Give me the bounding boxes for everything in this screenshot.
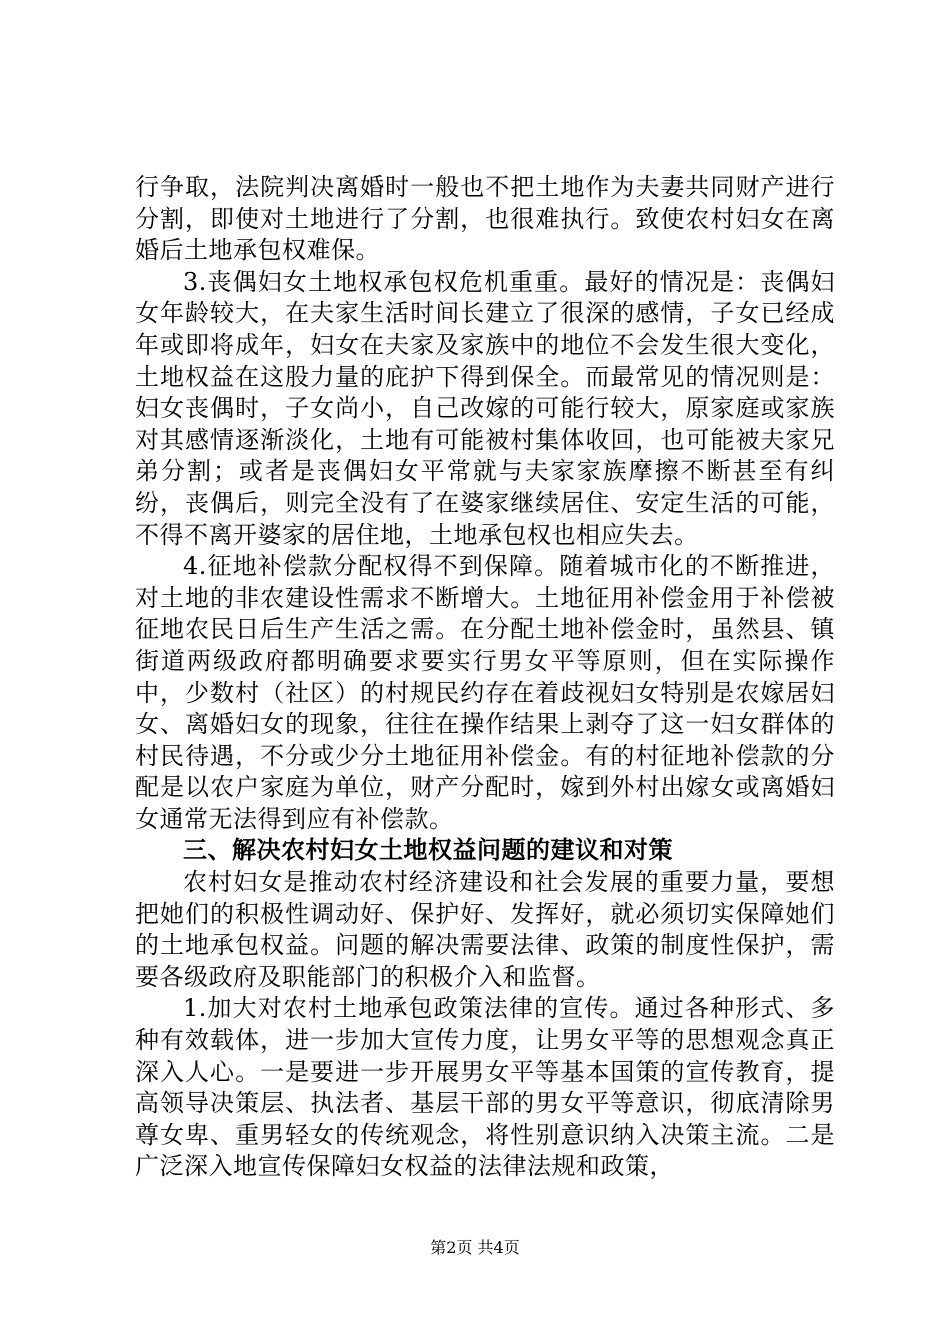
- paragraph-continuation: 行争取，法院判决离婚时一般也不把土地作为夫妻共同财产进行分割，即使对土地进行了分割，也很难执行。致使农村妇女在离婚后土地承包权难保。: [135, 173, 835, 265]
- document-body: [135, 172, 835, 1183]
- paragraph-widowed-women: 3.丧偶妇女土地权承包权危机重重。最好的情况是：丧偶妇女年龄较大，在夫家生活时间长建立了很深的感情，子女已经成年或即将成年，妇女在夫家及家族中的地位不会发生很大变化，土地权益在这股力量的庇护下得到保全。而最常见的情况则是：妇女丧偶时，子女尚小，自己改嫁的可能行较大，原家庭或家族对其感情逐渐淡化，土地有可能被村集体收回，也可能被夫家兄弟分割；或者是丧偶妇女平常就与夫家家族摩擦不断甚至有纠纷，丧偶后，则完全没有了在婆家继续居住、安定生活的可能，不得不离开婆家的居住地，土地承包权也相应失去。: [135, 267, 835, 549]
- paragraph-compensation: 4.征地补偿款分配权得不到保障。随着城市化的不断推进，对土地的非农建设性需求不断增大。土地征用补偿金用于补偿被征地农民日后生产生活之需。在分配土地补偿金时，虽然县、镇街道两级政府都明确要求要实行男女平等原则，但在实际操作中，少数村（社区）的村规民约存在着歧视妇女特别是农嫁居妇女、离婚妇女的现象，往往在操作结果上剥夺了这一妇女群体的村民待遇，不分或少分土地征用补偿金。有的村征地补偿款的分配是以农户家庭为单位，财产分配时，嫁到外村出嫁女或离婚妇女通常无法得到应有补偿款。: [135, 552, 835, 833]
- paragraph-publicity: 1.加大对农村土地承包政策法律的宣传。通过各种形式、多种有效载体，进一步加大宣传力度，让男女平等的思想观念真正深入人心。一是要进一步开展男女平等基本国策的宣传教育，提高领导决策层、执法者、基层干部的男女平等意识，彻底清除男尊女卑、重男轻女的传统观念，将性别意识纳入决策主流。二是广泛深入地宣传保障妇女权益的法律法规和政策，: [135, 994, 835, 1181]
- paragraph-intro: 农村妇女是推动农村经济建设和社会发展的重要力量，要想把她们的积极性调动好、保护好、发挥好，就必须切实保障她们的土地承包权益。问题的解决需要法律、政策的制度性保护，需要各级政府及职能部门的积极介入和监督。: [135, 868, 835, 991]
- section-heading: 三、解决农村妇女土地权益问题的建议和对策: [183, 836, 673, 865]
- page-number-footer: 第2页 共4页: [430, 1238, 520, 1257]
